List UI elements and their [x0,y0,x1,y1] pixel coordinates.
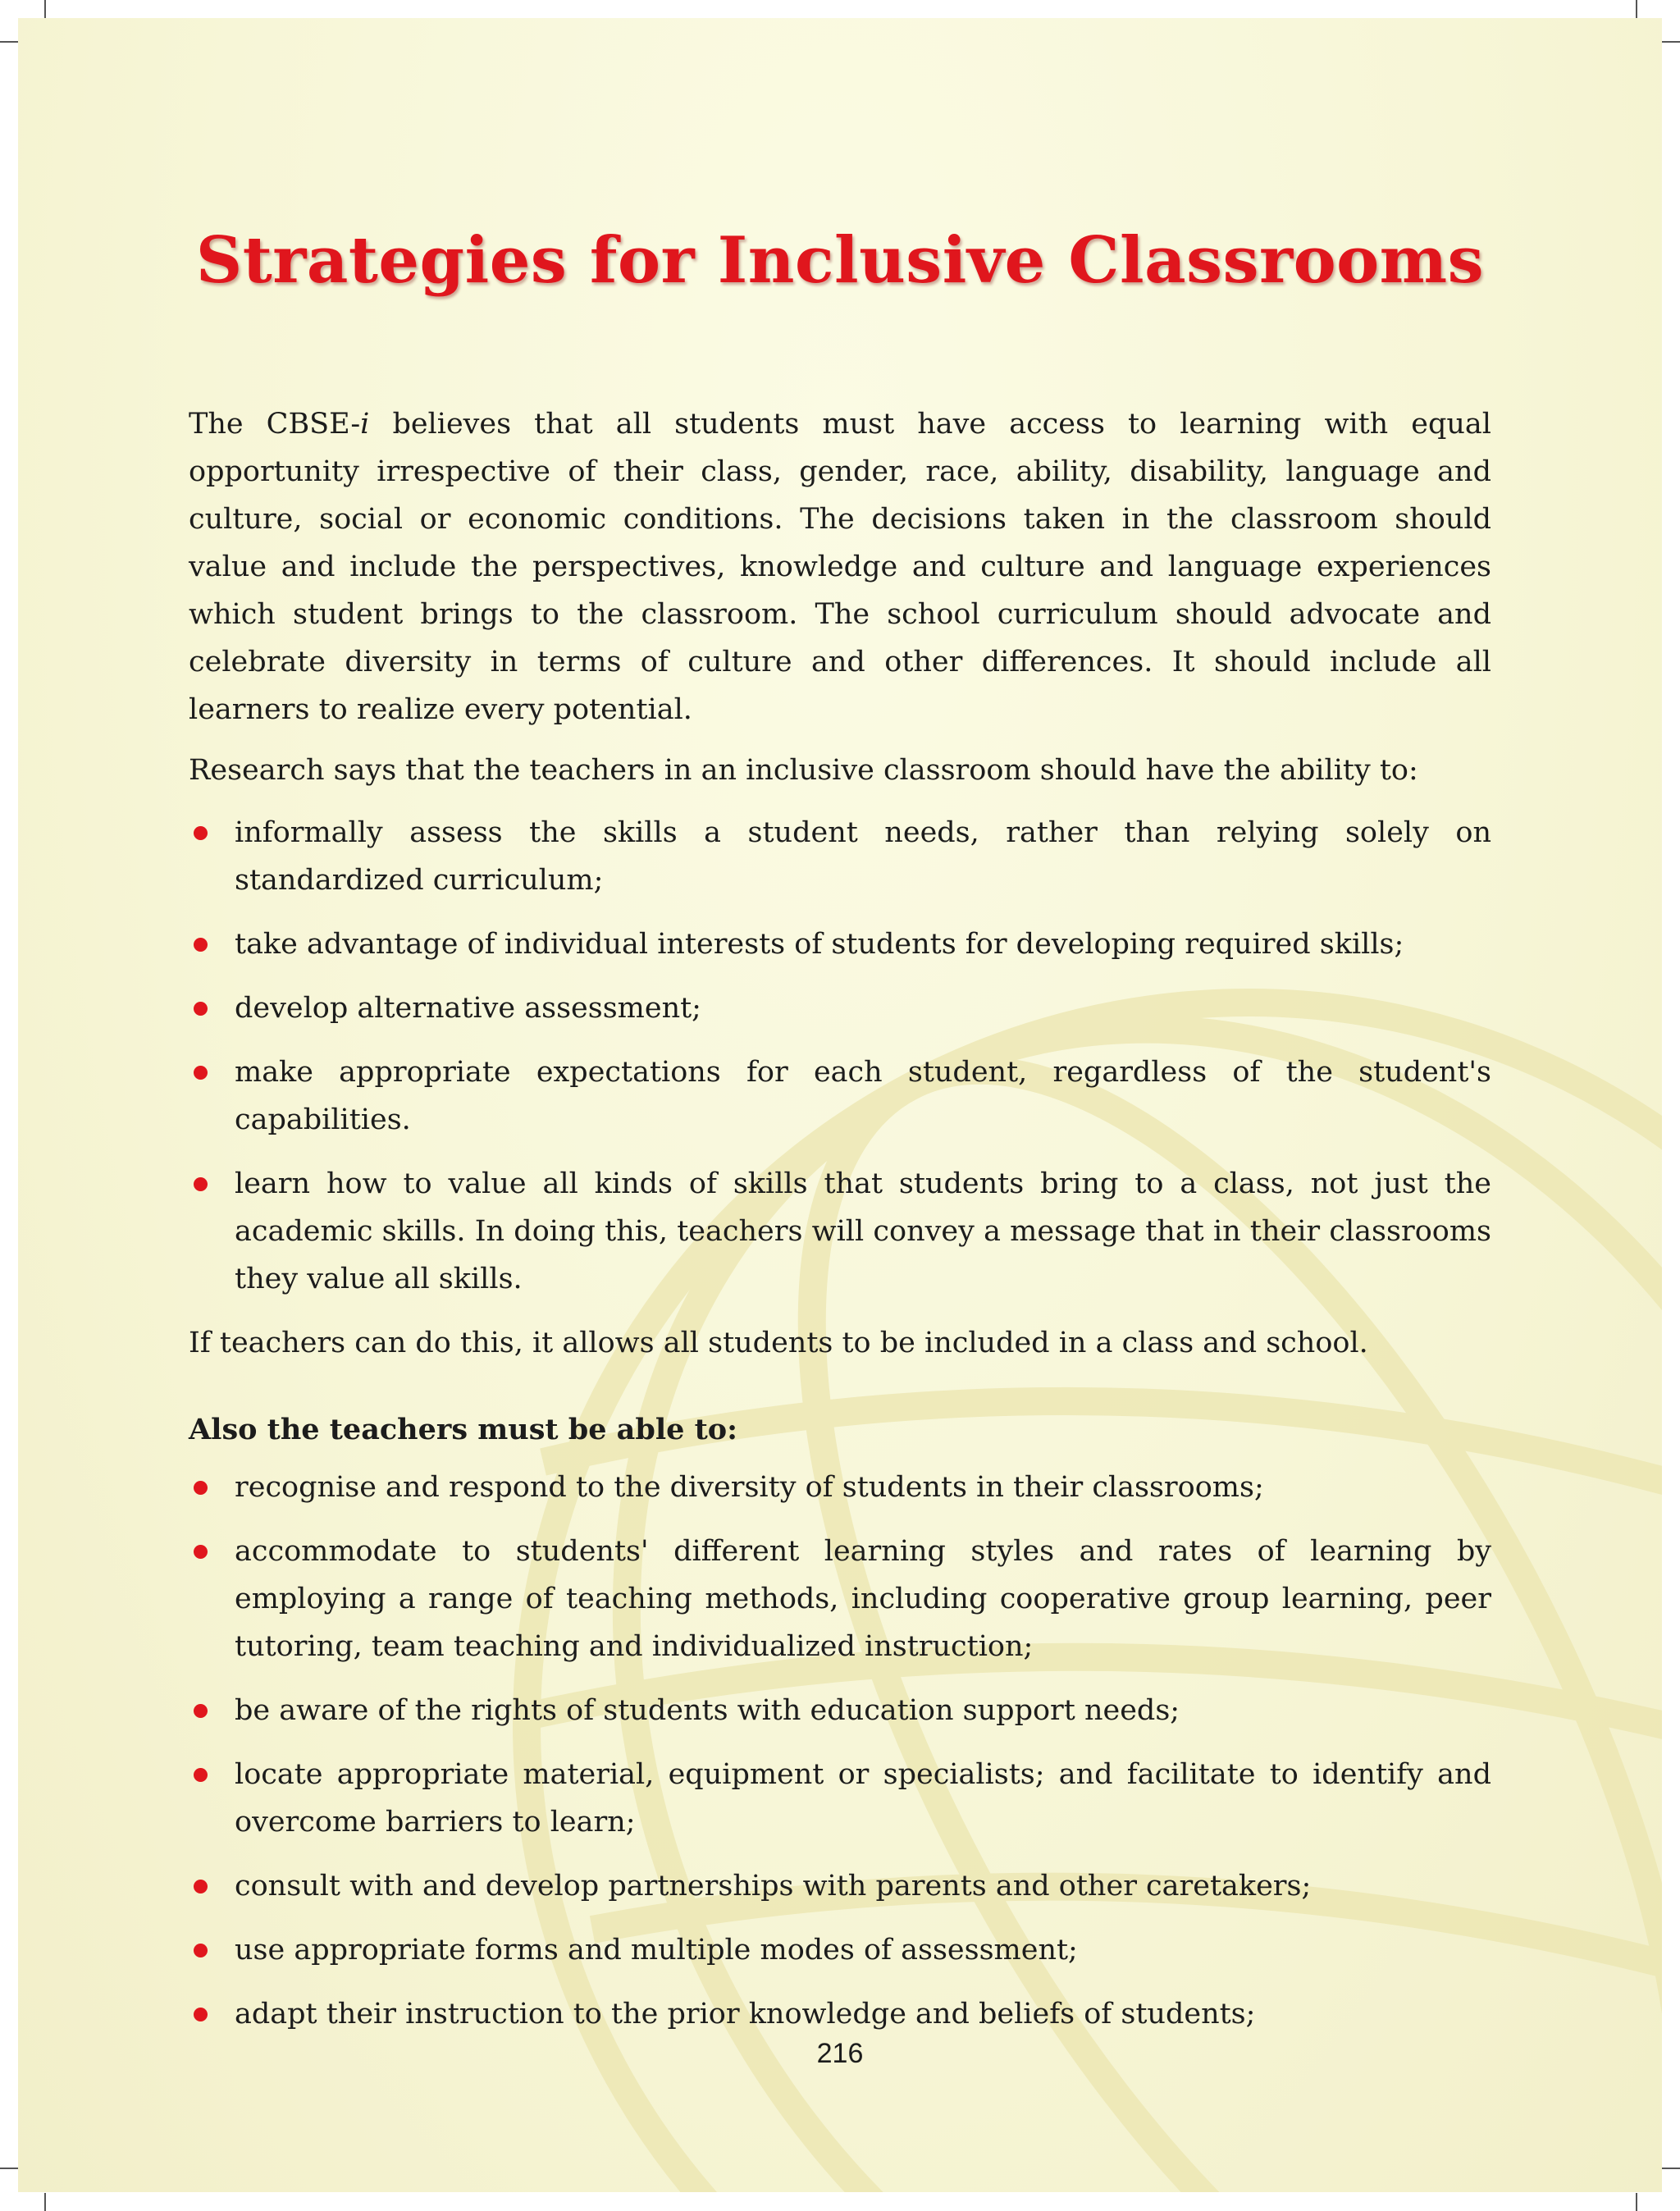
list-item [189,1862,1491,1910]
intro-paragraph [189,400,1491,733]
crop-mark [1662,2168,1680,2169]
research-list [189,809,1491,1303]
crop-mark [1636,2193,1637,2211]
list-item-text: develop alternative assessment; [235,992,701,1025]
list-item [189,1926,1491,1974]
list-item-text: use appropriate forms and multiple modes of assessment; [235,1934,1078,1967]
bullet-icon [194,1880,208,1894]
bullet-icon [194,1768,208,1782]
conclusion-paragraph: If teachers can do this, it allows all students to be included in a class and school. [189,1327,1368,1359]
also-list [189,1464,1491,2038]
bullet-icon [194,2008,208,2021]
list-item [189,1528,1491,1670]
bullet-icon [194,826,208,840]
list-item-text: take advantage of individual interests of students for developing required skills; [235,928,1404,961]
list-item-text: adapt their instruction to the prior knowledge and beliefs of students; [235,1998,1256,2031]
list-item-text: consult with and develop partnerships with parents and other caretakers; [235,1870,1312,1903]
bullet-icon [194,1002,208,1016]
main-content [189,400,1491,2054]
list-item [189,1464,1491,1511]
list-item [189,1990,1491,2038]
list-item [189,1751,1491,1846]
intro-text-start: The CBSE- [189,408,361,441]
list-item-text: locate appropriate material, equipment or specialists; and facilitate to identify and overcome barriers to learn; [235,1758,1491,1839]
bullet-icon [194,938,208,952]
list-item [189,809,1491,904]
bullet-icon [194,1066,208,1080]
list-item [189,1048,1491,1144]
list-item-text: make appropriate expectations for each student, regardless of the student's capabilities. [235,1056,1491,1136]
list-item [189,1687,1491,1734]
list-item-text: informally assess the skills a student needs, rather than relying solely on standardized curriculum; [235,816,1491,897]
bullet-icon [194,1704,208,1718]
research-lead: Research says that the teachers in an inclusive classroom should have the ability to: [189,754,1418,787]
list-item-text: recognise and respond to the diversity of students in their classrooms; [235,1471,1264,1504]
list-item [189,984,1491,1032]
crop-mark [0,41,18,43]
crop-mark [0,2168,18,2169]
bullet-icon [194,1944,208,1957]
bullet-icon [194,1545,208,1559]
list-item-text: learn how to value all kinds of skills that students bring to a class, not just the academic skills. In doing this, teachers will convey a message that in their classrooms they value all skills. [235,1167,1491,1295]
bullet-icon [194,1177,208,1191]
list-item-text: be aware of the rights of students with education support needs; [235,1694,1180,1727]
crop-mark [1662,41,1680,43]
crop-mark [44,2193,46,2211]
list-item [189,920,1491,968]
also-heading: Also the teachers must be able to: [189,1413,738,1446]
intro-text-rest: believes that all students must have access to learning with equal opportunity irrespective of their class, gender, race, ability, disability, language and culture, social or economic conditions. The decisions taken in the classroom should value and include the perspectives, knowledge and culture and language experiences which student brings to the classroom. The school curriculum should advocate and celebrate diversity in terms of culture and other differences. It should include all learners to realize every potential. [189,408,1491,726]
intro-italic-i: i [360,408,370,441]
bullet-icon [194,1481,208,1495]
crop-mark [44,0,46,18]
list-item [189,1160,1491,1303]
page-number: 216 [816,2038,864,2069]
crop-mark [1636,0,1637,18]
list-item-text: accommodate to students' different learning styles and rates of learning by employing a range of teaching methods, including cooperative group learning, peer tutoring, team teaching and individualized instruction; [235,1535,1491,1663]
page-title: Strategies for Inclusive Classrooms [195,223,1485,298]
